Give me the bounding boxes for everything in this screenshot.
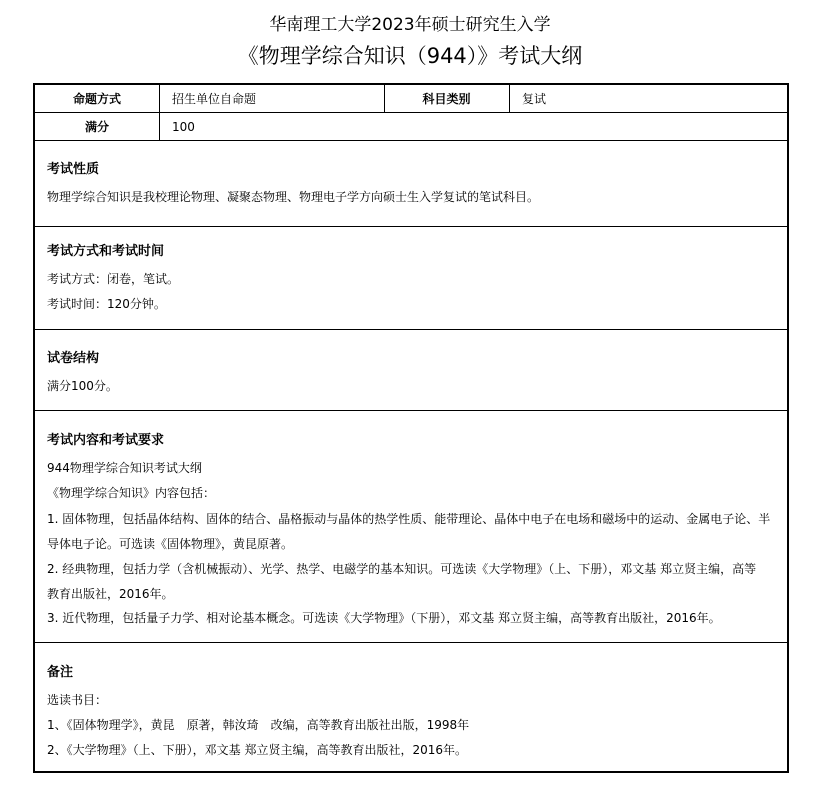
section-line: 教育出版社，2016年。 xyxy=(47,587,174,601)
divider xyxy=(35,642,787,643)
section-line: 选读书目： xyxy=(47,693,108,707)
divider xyxy=(159,85,160,140)
label-subject-category: 科目类别 xyxy=(422,92,471,106)
label-full-score: 满分 xyxy=(84,120,109,134)
section-line: 2、《大学物理》（上、下册），邓文基 郑立贤主编，高等教育出版社，2016年。 xyxy=(47,743,467,757)
section-title-method: 考试方式和考试时间 xyxy=(47,244,165,259)
divider xyxy=(35,226,787,227)
section-line: 1. 固体物理，包括晶体结构、固体的结合、晶格振动与晶体的热学性质、能带理论、晶体中电子在电场和磁场中的运动、金属电子论、半 xyxy=(47,512,771,526)
section-line: 考试方式：闭卷，笔试。 xyxy=(47,272,180,286)
divider xyxy=(509,85,510,112)
section-line: 2. 经典物理，包括力学（含机械振动）、光学、热学、电磁学的基本知识。可选读《大学物理》（上、下册），邓文基 郑立贤主编，高等 xyxy=(47,562,757,576)
document-title-line1: 华南理工大学2023年硕士研究生入学 xyxy=(269,15,551,35)
section-line: 导体电子论。可选读《固体物理》，黄昆原著。 xyxy=(47,537,294,551)
value-subject-category: 复试 xyxy=(522,92,547,106)
section-line: 3. 近代物理，包括量子力学、相对论基本概念。可选读《大学物理》（下册），邓文基 郑立贤主编，高等教育出版社，2016年。 xyxy=(47,611,721,625)
section-title-structure: 试卷结构 xyxy=(47,351,100,366)
syllabus-table xyxy=(33,83,789,773)
section-line: 物理学综合知识是我校理论物理、凝聚态物理、物理电子学方向硕士生入学复试的笔试科目。 xyxy=(47,190,540,204)
section-title-content: 考试内容和考试要求 xyxy=(47,433,165,448)
section-line: 1、《固体物理学》，黄昆 原著，韩汝琦 改编，高等教育出版社出版，1998年 xyxy=(47,718,470,732)
divider xyxy=(35,329,787,330)
section-title-notes: 备注 xyxy=(47,665,74,680)
divider xyxy=(35,112,787,113)
section-line: 944物理学综合知识考试大纲 xyxy=(47,461,202,475)
divider xyxy=(35,410,787,411)
section-line: 《物理学综合知识》内容包括： xyxy=(47,486,216,500)
label-question-type: 命题方式 xyxy=(72,92,121,106)
document-title-line2: 《物理学综合知识（944）》考试大纲 xyxy=(237,44,583,68)
divider xyxy=(35,140,787,141)
section-line: 考试时间：120分钟。 xyxy=(47,297,166,311)
section-title-nature: 考试性质 xyxy=(47,162,100,177)
section-line: 满分100分。 xyxy=(47,379,118,393)
value-full-score: 100 xyxy=(172,120,195,134)
value-question-type: 招生单位自命题 xyxy=(172,92,257,106)
